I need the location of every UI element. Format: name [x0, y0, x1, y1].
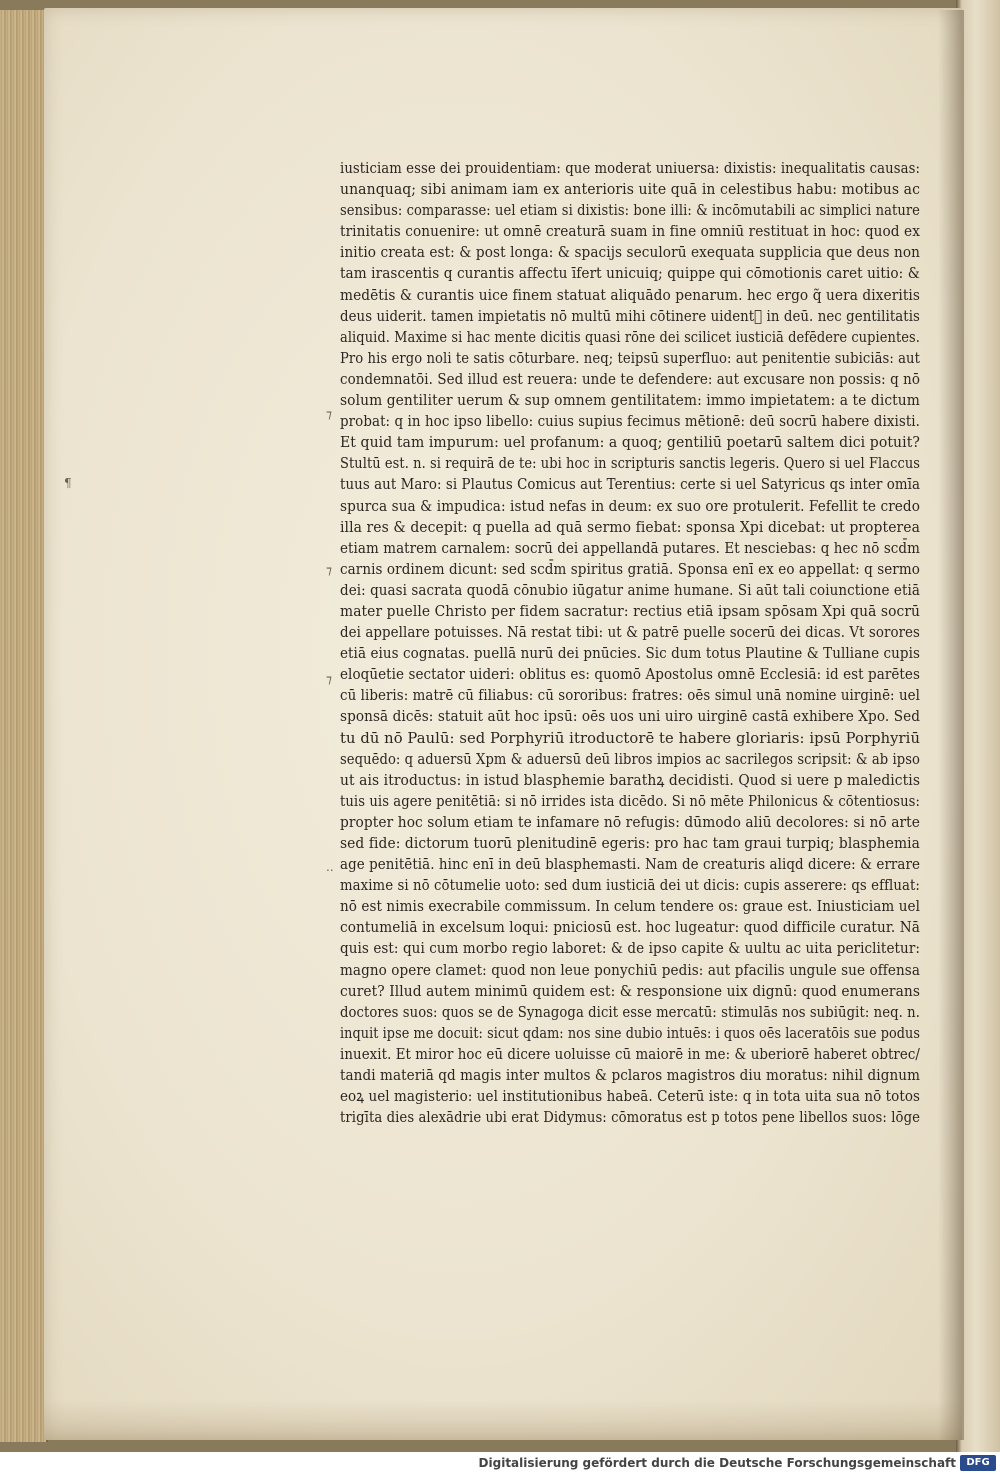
- text-line: etiam matrem carnalem: socrū dei appellandā putares. Et nesciebas: q hec nō scd̄m: [340, 538, 920, 557]
- text-line: unanquaq; sibi animam iam ex anterioris uite quā in celestibus habu: motibus ac: [340, 180, 921, 199]
- text-line: tuus aut Maro: si Plautus Comicus aut Terentius: certe si uel Satyricus qs inter omīa: [340, 475, 921, 494]
- text-line: tam irascentis q curantis affectu īfert unicuiq; quippe qui cōmotionis caret uitio: &: [340, 264, 920, 283]
- text-line: quis est: qui cum morbo regio laboret: & de ipso capite & uultu ac uita periclitetur:: [340, 939, 921, 958]
- text-line: trinitatis conuenire: ut omnē creaturā suam in fine omniū restituat in hoc: quod ex: [340, 222, 920, 241]
- text-line: sed fide: dictorum tuorū plenitudinē egeris: pro hac tam graui turpiq; blasphemia: [340, 834, 920, 852]
- margin-mark: ¶: [64, 476, 72, 490]
- text-line: sensibus: comparasse: uel etiam si dixistis: bone illi: & incōmutabili ac simplici nature: [340, 201, 921, 220]
- margin-mark: ..: [326, 860, 334, 874]
- text-line: sequēdo: q aduersū Xpm & aduersū deū libros impios ac sacrilegos scripsit: & ab ipso: [340, 749, 920, 768]
- text-line: solum gentiliter uerum & sup omnem gentilitatem: immo impietatem: a te dictum: [340, 391, 920, 410]
- text-line: age penitētiā. hinc enī in deū blasphemasti. Nam de creaturis aliqd dicere: & errare: [340, 855, 920, 874]
- text-line: medētis & curantis uice finem statuat aliquādo penarum. hec ergo q̃ uera dixeritis: [340, 285, 921, 304]
- text-line: dei: quasi sacrata quodā cōnubio iūgatur anime humane. Si aūt tali coiunctione etiā: [340, 580, 920, 599]
- text-line: eloqūetie sectator uideri: oblitus es: quomō Apostolus omnē Ecclesiā: id est parētes: [340, 665, 920, 684]
- page-bottom-shadow: [44, 1400, 962, 1440]
- text-line: maxime si nō cōtumelie uoto: sed dum iusticiā dei ut dicis: cupis asserere: qs effluat:: [340, 876, 920, 895]
- latin-text-block: [340, 158, 920, 1149]
- footer-credit-text: Digitalisierung gefördert durch die Deutsche Forschungsgemeinschaft: [478, 1456, 956, 1470]
- text-line: doctores suos: quos se de Synagoga dicit esse mercatū: stimulās nos subiūgit: neq. n.: [340, 1002, 920, 1021]
- text-line: dei appellare potuisses. Nā restat tibi: ut & patrē puelle socerū dei dicas. Vt sorores: [340, 623, 920, 642]
- text-line: etiā eius cognatas. puellā nurū dei pnūcies. Sic dum totus Plautine & Tulliane cupis: [340, 644, 921, 663]
- dfg-logo: DFG: [960, 1455, 996, 1471]
- text-line: aliquid. Maxime si hac mente dicitis quasi rōne dei scilicet iusticiā defēdere cupientes.: [340, 327, 920, 346]
- margin-mark: ⁊: [326, 563, 332, 577]
- text-line: magno opere clamet: quod non leue ponychiū pedis: aut pfacilis ungule sue offensa: [340, 960, 920, 979]
- text-line: carnis ordinem dicunt: sed scd̄m spiritus gratiā. Sponsa enī ex eo appellat: q sermo: [340, 559, 920, 578]
- text-line: mater puelle Christo per fidem sacratur: rectius etiā ipsam spōsam Xpi quā socrū: [340, 601, 921, 620]
- text-line: illa res & decepit: q puella ad quā sermo fiebat: sponsa Xpi dicebat: ut propterea: [340, 517, 920, 536]
- text-line: tandi materiā qd magis inter multos & pclaros magistros diu moratus: nihil dignum: [340, 1066, 921, 1085]
- text-line: ut ais itroductus: in istud blasphemie barathꝝ decidisti. Quod si uere p maledictis: [340, 770, 921, 789]
- margin-mark: ⁊: [326, 672, 332, 686]
- text-line: nō est nimis execrabile commissum. In celum tendere os: graue est. Iniusticiam uel: [340, 897, 920, 916]
- text-line: curet? Illud autem minimū quidem est: & responsione uix dignū: quod enumerans: [340, 981, 921, 1000]
- text-line: tuis uis agere penitētiā: si nō irrides ista dicēdo. Si nō mēte Philonicus & cōtentiosus:: [340, 791, 921, 810]
- text-line: cū liberis: matrē cū filiabus: cū sororibus: fratres: oēs simul unā nomine uirginē: uel: [340, 686, 921, 705]
- text-line: probat: q in hoc ipso libello: cuius supius fecimus mētionē: deū socrū habere dixisti.: [340, 412, 921, 431]
- text-line: condemnatōi. Sed illud est reuera: unde te defendere: aut excusare non possis: q nō: [340, 369, 920, 388]
- text-line: eoꝝ uel magisterio: uel institutionibus habeā. Ceterū iste: q in tota uita sua nō totos: [340, 1087, 921, 1106]
- digitization-footer: [0, 1452, 1000, 1475]
- text-line: sponsā dicēs: statuit aūt hoc ipsū: oēs uos uni uiro uirginē castā exhibere Xpo. Sed: [340, 707, 921, 726]
- text-line: inuexit. Et miror hoc eū dicere uoluisse cū maiorē in me: & uberiorē haberet obtrec/: [340, 1044, 920, 1063]
- text-line: tu dū nō Paulū: sed Porphyriū itroductorē te habere gloriaris: ipsū Porphyriū: [340, 728, 921, 747]
- text-line: trigīta dies alexādrie ubi erat Didymus: cōmoratus est p totos pene libellos suos: lōge: [340, 1108, 921, 1127]
- text-line: inquit ipse me docuit: sicut qdam: nos sine dubio intuēs: i quos oēs laceratōis sue podus: [340, 1023, 920, 1042]
- text-line: Pro his ergo noli te satis cōturbare. neq; teipsū superfluo: aut penitentie subiciās: aut: [340, 348, 920, 367]
- text-line: initio creata est: & post longa: & spacijs seculorū exequata supplicia que deus non: [340, 243, 921, 262]
- text-line: spurca sua & impudica: istud nefas in deum: ex suo ore protulerit. Fefellit te credo: [340, 496, 921, 515]
- gutter-shadow: [938, 10, 964, 1440]
- margin-mark: ⁊: [326, 407, 332, 421]
- text-line: iusticiam esse dei prouidentiam: que moderat uniuersa: dixistis: inequalitatis causas:: [340, 159, 920, 177]
- text-line: contumeliā in excelsum loqui: pniciosū est. hoc lugeatur: quod difficile curatur. Nā: [340, 918, 920, 937]
- text-line: [340, 1128, 920, 1149]
- text-line: Et quid tam impurum: uel profanum: a quoq; gentiliū poetarū saltem dici potuit?: [340, 433, 921, 452]
- text-line: propter hoc solum etiam te infamare nō refugis: dūmodo aliū decolores: si nō arte: [340, 812, 920, 831]
- text-line: Stultū est. n. si requirā de te: ubi hoc in scripturis sanctis legeris. Quero si uel Flaccus: [340, 454, 921, 473]
- left-page-edges: [0, 10, 48, 1442]
- text-line: deus uiderit. tamen impietatis nō multū mihi cōtinere uidentᷣ in deū. nec gentilitatis: [340, 306, 920, 325]
